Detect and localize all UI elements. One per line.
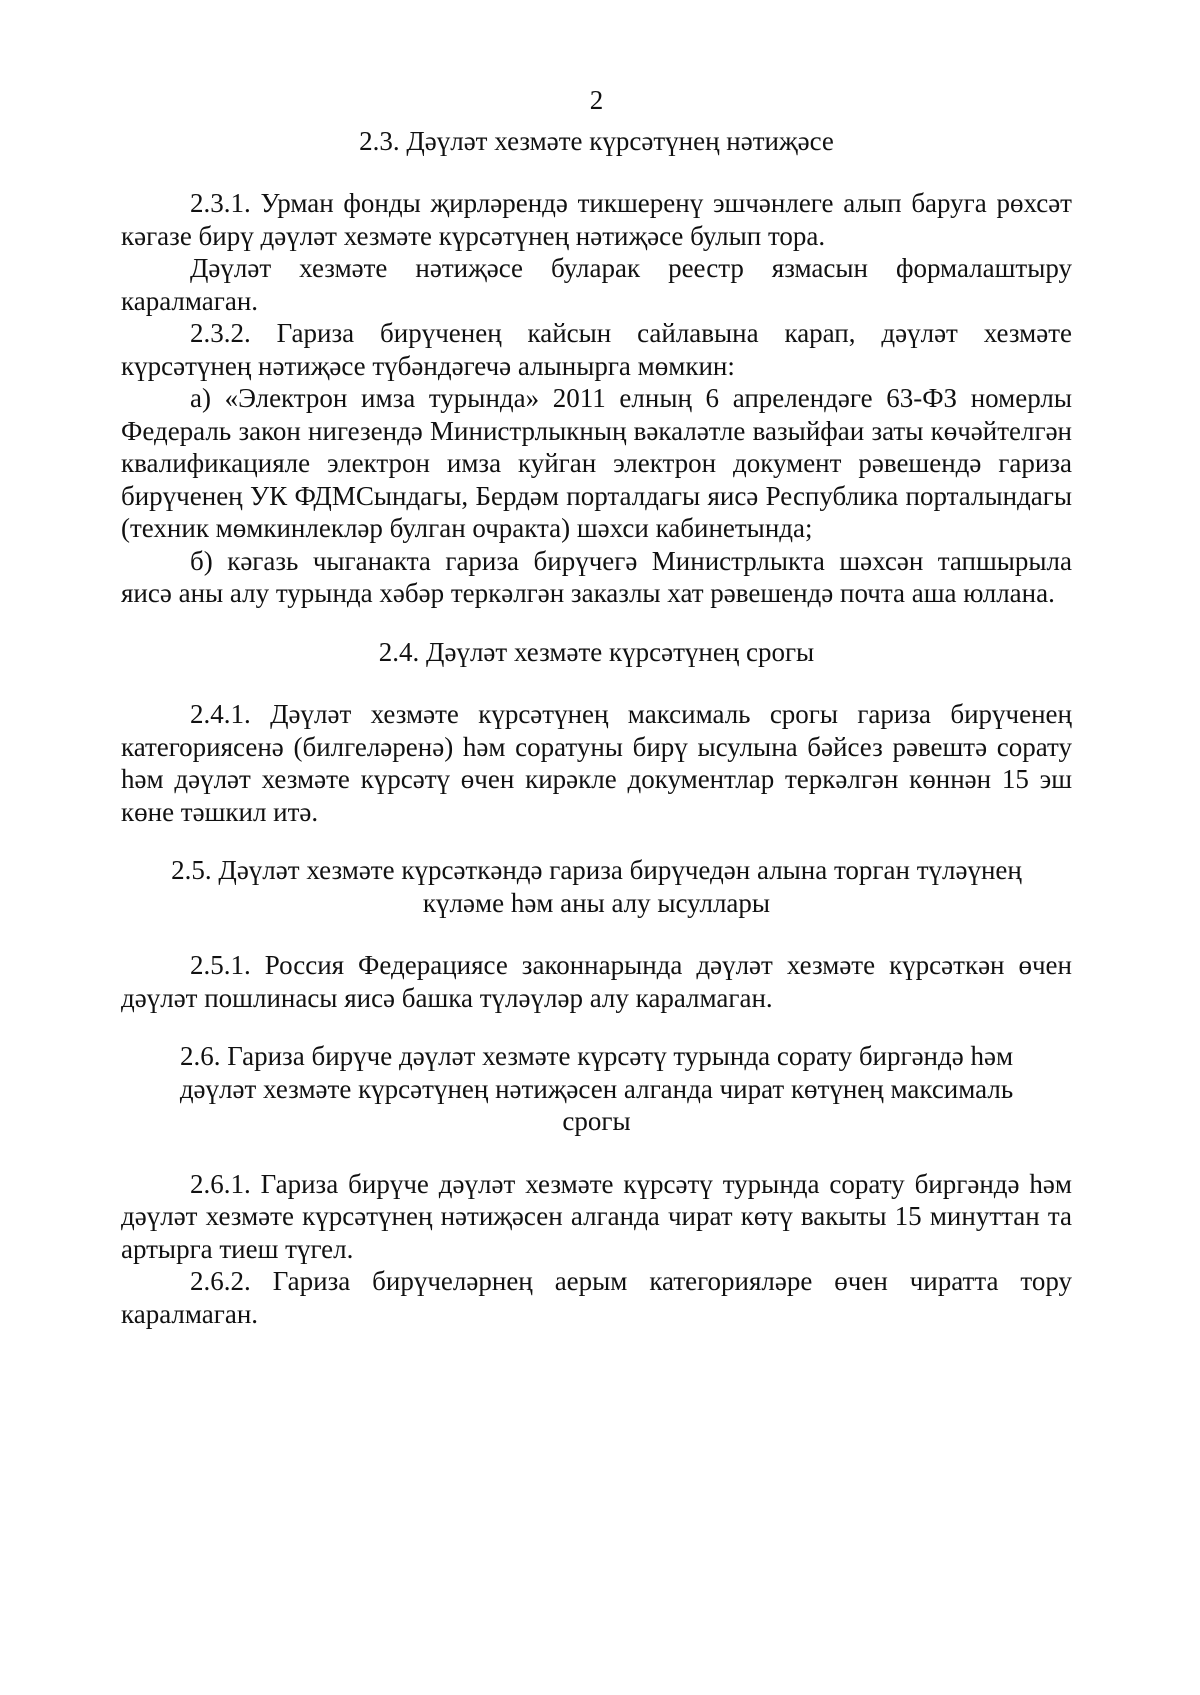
section-heading-2-5-line-1: 2.5. Дәүләт хезмәте күрсәткәндә гариза бирүчедән алына торган түләүнең [171, 855, 1022, 885]
paragraph-2-3-2-a: а) «Электрон имза турында» 2011 елның 6 апрелендәге 63-ФЗ номерлы Федераль закон нигезендә Министрлыкның вәкаләтле вазыйфаи заты көчәйтелгән квалификацияле электрон имза куйган электрон документ рәвешендә гариза бирүченең УК ФДМСындагы, Бердәм порталдагы яисә Республика порталындагы (техник мөмкинлекләр булган очракта) шәхси кабинетында; [121, 383, 1072, 543]
paragraph-2-3-1: 2.3.1. Урман фонды җирләрендә тикшеренү эшчәнлеге алып баруга рөхсәт кәгазе бирү дәүләт хезмәте күрсәтүнең нәтиҗәсе булып тора. [121, 188, 1072, 251]
paragraph-2-3-2-b: б) кәгазь чыганакта гариза бирүчегә Министрлыкта шәхсән тапшырыла яисә аны алу турында хәбәр теркәлгән заказлы хат рәвешендә почта аша юллана. [121, 545, 1072, 608]
section-heading-2-6-line-2: дәүләт хезмәте күрсәтүнең нәтиҗәсен алганда чират көтүнең максималь [179, 1073, 1014, 1104]
paragraph-2-4-1: 2.4.1. Дәүләт хезмәте күрсәтүнең максималь срогы гариза бирүченең категориясенә (билгеләренә) һәм соратуны бирү ысулына бәйсез рәвештә сорату һәм дәүләт хезмәте күрсәтү өчен кирәкле документлар теркәлгән көннән 15 эш көне тәшкил итә. [121, 699, 1072, 827]
paragraph-2-3-2: 2.3.2. Гариза бирүченең кайсын сайлавына карап, дәүләт хезмәте күрсәтүнең нәтиҗәсе түбәндәгечә алынырга мөмкин: [121, 318, 1072, 381]
section-heading-2-6 [121, 1040, 1072, 1138]
paragraph-2-6-1: 2.6.1. Гариза бирүче дәүләт хезмәте күрсәтү турында сорату биргәндә һәм дәүләт хезмәте күрсәтүнең нәтиҗәсен алганда чират көтү вакыты 15 минуттан та артырга тиеш түгел. [121, 1168, 1072, 1264]
paragraph-2-3-1-registry: Дәүләт хезмәте нәтиҗәсе буларак реестр язмасын формалаштыру каралмаган. [121, 253, 1072, 316]
page-number: 2 [589, 85, 604, 115]
document-body [121, 84, 1072, 1330]
section-heading-2-5 [121, 854, 1072, 919]
section-heading-2-3: 2.3. Дәүләт хезмәте күрсәтүнең нәтиҗәсе [359, 125, 834, 156]
section-heading-2-6-line-3: срогы [562, 1106, 631, 1136]
section-heading-2-4: 2.4. Дәүләт хезмәте күрсәтүнең срогы [378, 636, 815, 667]
paragraph-2-5-1: 2.5.1. Россия Федерациясе законнарында дәүләт хезмәте күрсәткән өчен дәүләт пошлинасы яисә башка түләүләр алу каралмаган. [121, 950, 1072, 1013]
section-heading-2-5-line-2: күләме һәм аны алу ысуллары [422, 887, 771, 918]
paragraph-2-6-2: 2.6.2. Гариза бирүчеләрнең аерым категорияләре өчен чиратта тору каралмаган. [121, 1266, 1072, 1329]
section-heading-2-6-line-1: 2.6. Гариза бирүче дәүләт хезмәте күрсәтү турында сорату биргәндә һәм [179, 1041, 1014, 1071]
